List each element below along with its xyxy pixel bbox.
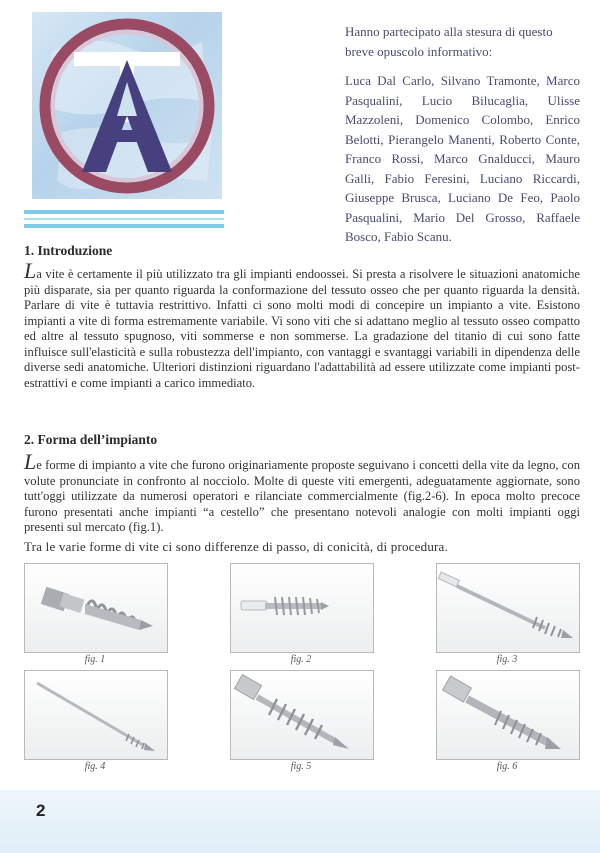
credits-intro: Hanno partecipato alla stesura di questo breve opuscolo informativo: [345,24,553,59]
credits-block [345,22,580,247]
figure-3-image [436,563,580,653]
footer-band [0,790,600,853]
figure-5-image [230,670,374,760]
section-2-body [24,449,580,536]
credits-names: Luca Dal Carlo, Silvano Tramonte, Marco Pasqualini, Lucio Bilucaglia, Ulisse Mazzoleni, Domenico Colombo, Enrico Belotti, Pierangelo Manenti, Roberto Conte, Franco Rossi, Marco Gnalducci, Mauro Galli, Fabio Feresini, Luciano Riccardi, Giuseppe Brusca, Luciano De Feo, Paolo Pasqualini, Mario Del Grosso, Raffaele Bosco, Fabio Scanu. [345,73,580,244]
figure-2-image [230,563,374,653]
decorative-stripes [24,210,224,232]
section-2-title: 2. Forma dell’impianto [24,432,158,447]
figure-1-caption: fig. 1 [84,654,106,665]
figure-4-image [24,670,168,760]
figure-6-caption: fig. 6 [496,761,518,772]
figure-5-caption: fig. 5 [290,761,312,772]
section-2-dropcap: L [24,449,37,474]
figure-6-image [436,670,580,760]
section-1-title: 1. Introduzione [24,243,113,258]
figure-3-caption: fig. 3 [496,654,518,665]
page-number: 2 [36,801,46,820]
figure-4-caption: fig. 4 [84,761,106,772]
figure-1-image [24,563,168,653]
figure-2-caption: fig. 2 [290,654,312,665]
section-1-text: a vite è certamente il più utilizzato tra gli impianti endoossei. Si presta a risolvere le situazioni anatomiche più disparate, sia per quanto riguarda la conformazione del tessuto osseo che per quanto riguarda la densità. Parlare di vite è tuttavia restrittivo. Infatti ci sono molti modi di concepire un impianto a vite. Esistono impianti a vite di forma estremamente variabile. Vi sono viti che si adattano meglio al tessuto osseo compatto ed altre al tessuto spugnoso, viti sommerse e non sommerse. La gradazione del titanio di cui sono fatte influisce sull'elasticità e sulla robustezza dell'impianto, con vantaggi e svantaggi variabili in dipendenza delle diverse sedi anatomiche. Ulteriori distinzioni riguardano l'adattabilità ad essere utilizzate come impianti post-estrattivi e come impianti a carico immediato. [24,267,580,390]
section-2-text: e forme di impianto a vite che furono originariamente proposte seguivano i concetti della vite da legno, con volute pronunciate in confronto al nocciolo. Molte di queste viti emergenti, adeguatamente aggiornate, sono tutt'oggi utilizzate da numerosi operatori e rilanciate commercialmente (fig.2-6). In epoca molto precoce furono presentati anche impianti “a cestello” che presentano notevoli analogie con molti impianti oggi presenti sul mercato (fig.1). [24,458,580,534]
section-1-dropcap: L [24,258,37,283]
section-2-closing: Tra le varie forme di vite ci sono differenze di passo, di conicità, di procedura. [24,539,448,554]
section-1-body [24,258,580,391]
association-logo [32,12,222,199]
